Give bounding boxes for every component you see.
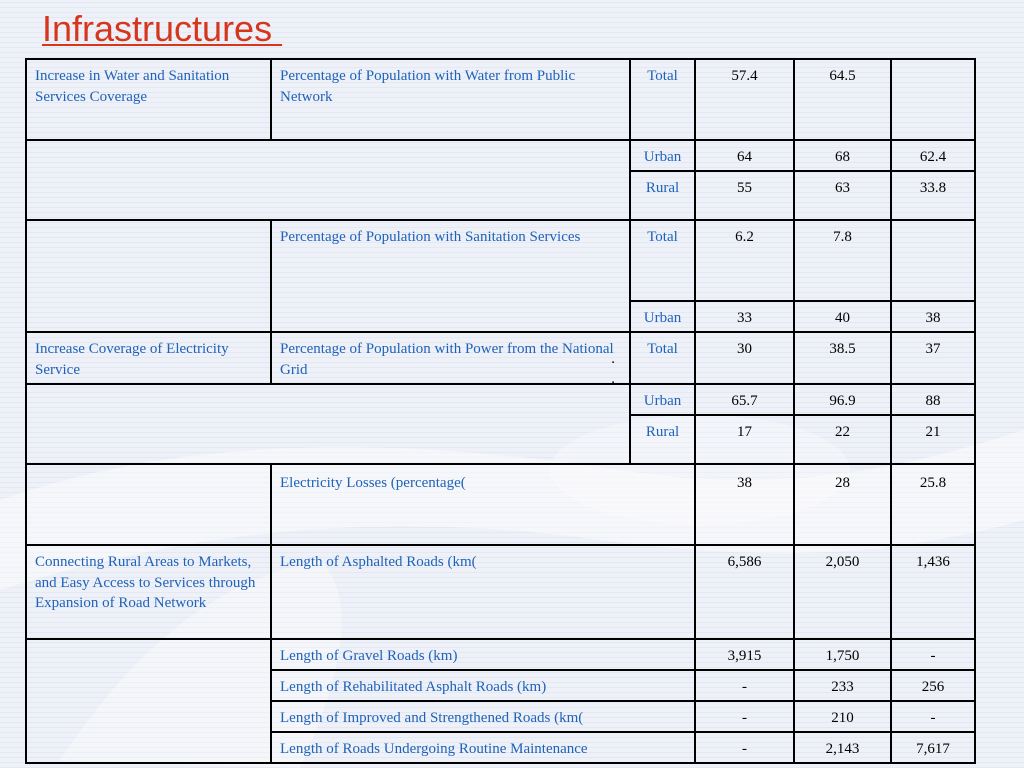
value-cell: 1,436 [891,545,975,639]
indicator-cell: Length of Asphalted Roads (km( [271,545,695,639]
value-cell: - [695,701,794,732]
objective-cell: Connecting Rural Areas to Markets, and Easy Access to Services through Expansion of Road Network [26,545,271,639]
area-cell: Urban [630,301,695,332]
value-cell: 64 [695,140,794,171]
indicator-cell: Electricity Losses (percentage( [271,464,695,545]
value-cell: 256 [891,670,975,701]
value-cell: 2,050 [794,545,891,639]
table-row [26,545,975,639]
value-cell: 88 [891,384,975,415]
value-cell: - [891,639,975,670]
table-row [26,384,975,415]
table-row [26,464,975,545]
empty-cell [26,140,630,220]
value-cell: - [891,701,975,732]
table-row [26,639,975,670]
area-cell: Rural [630,415,695,464]
table-row [26,140,975,171]
objective-cell: Increase Coverage of Electricity Service [26,332,271,384]
indicator-cell: Length of Gravel Roads (km) [271,639,695,670]
value-cell: 40 [794,301,891,332]
value-cell: 210 [794,701,891,732]
value-cell: 2,143 [794,732,891,763]
value-cell: 96.9 [794,384,891,415]
table-row [26,332,975,384]
value-cell: 7.8 [794,220,891,301]
infrastructure-table [25,58,976,764]
table-row [26,220,975,301]
empty-cell [26,384,630,464]
value-cell: - [695,670,794,701]
stray-dot: . [611,351,615,367]
value-cell: 28 [794,464,891,545]
value-cell: 62.4 [891,140,975,171]
indicator-cell: Length of Roads Undergoing Routine Maintenance [271,732,695,763]
value-cell [891,220,975,301]
page-title: Infrastructures [42,8,283,49]
area-cell: Urban [630,384,695,415]
empty-cell [26,639,271,763]
value-cell: 57.4 [695,59,794,140]
area-cell: Total [630,59,695,140]
area-cell: Total [630,220,695,301]
table-row [26,59,975,140]
value-cell: - [695,732,794,763]
objective-cell: Increase in Water and Sanitation Services Coverage [26,59,271,140]
value-cell: 3,915 [695,639,794,670]
area-cell: Rural [630,171,695,220]
value-cell: 7,617 [891,732,975,763]
value-cell [891,59,975,140]
empty-cell [26,464,271,545]
value-cell: 33 [695,301,794,332]
value-cell: 25.8 [891,464,975,545]
area-cell: Urban [630,140,695,171]
value-cell: 68 [794,140,891,171]
indicator-label: Percentage of Population with Power from the National Grid [280,341,614,378]
indicator-cell: Percentage of Population with Sanitation Services [271,220,630,332]
value-cell: 1,750 [794,639,891,670]
value-cell: 38.5 [794,332,891,384]
value-cell: 6.2 [695,220,794,301]
value-cell: 37 [891,332,975,384]
value-cell: 65.7 [695,384,794,415]
area-cell: Total [630,332,695,384]
value-cell: 30 [695,332,794,384]
stray-dot: . [611,371,615,387]
indicator-cell: Length of Rehabilitated Asphalt Roads (km) [271,670,695,701]
value-cell: 233 [794,670,891,701]
value-cell: 63 [794,171,891,220]
indicator-cell: Length of Improved and Strengthened Roads (km( [271,701,695,732]
value-cell: 55 [695,171,794,220]
indicator-cell: Percentage of Population with Water from Public Network [271,59,630,140]
value-cell: 21 [891,415,975,464]
value-cell: 33.8 [891,171,975,220]
value-cell: 38 [695,464,794,545]
value-cell: 17 [695,415,794,464]
indicator-cell [271,332,630,387]
value-cell: 38 [891,301,975,332]
empty-cell [26,220,271,332]
value-cell: 6,586 [695,545,794,639]
value-cell: 64.5 [794,59,891,140]
value-cell: 22 [794,415,891,464]
